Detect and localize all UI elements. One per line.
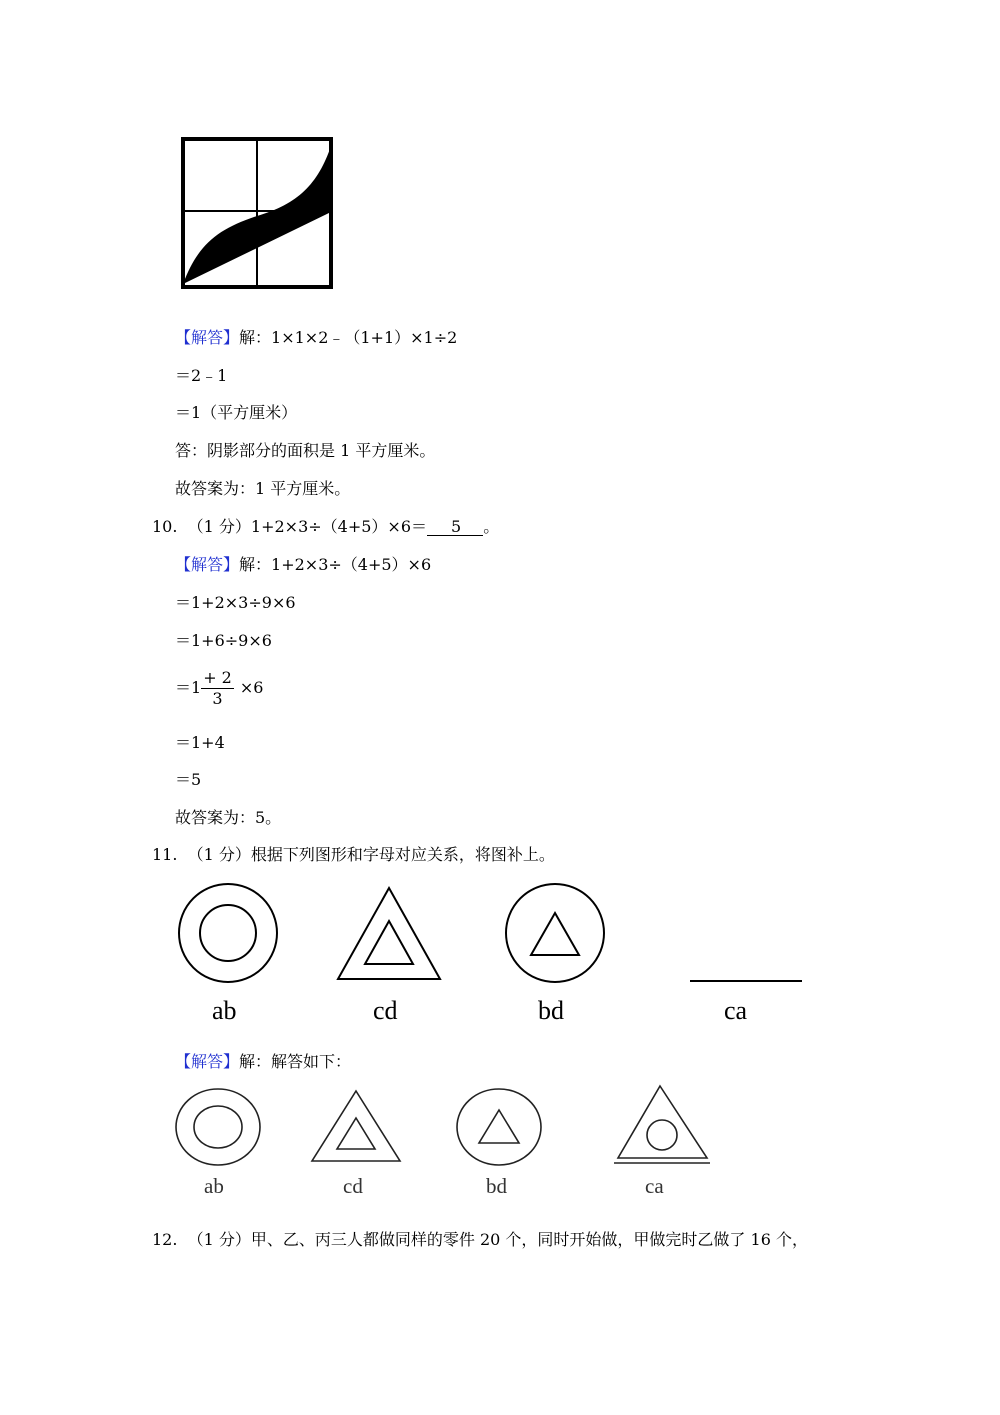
solution-line: ＝2﹣1	[175, 366, 228, 385]
solution-line: 【解答】解：解答如下：	[175, 1052, 352, 1071]
solution-line: 【解答】解：1+2×3÷（4+5）×6	[175, 555, 432, 574]
shape-label: cd	[373, 996, 398, 1025]
shape-label: ca	[724, 996, 748, 1025]
question-12: 12. （1 分）甲、乙、丙三人都做同样的零件 20 个，同时开始做，甲做完时乙做了 16 个，	[152, 1230, 808, 1249]
figure-circle-circle	[176, 881, 280, 985]
question-11: 11. （1 分）根据下列图形和字母对应关系，将图补上。	[152, 845, 555, 864]
solution-line: ＝1+4	[175, 733, 225, 752]
answer-blank: 5	[427, 519, 483, 536]
figure-circle-triangle	[503, 881, 607, 985]
answer-circle-triangle	[454, 1086, 544, 1168]
solution-line: 【解答】解：1×1×2﹣（1+1）×1÷2	[175, 328, 458, 347]
answer-triangle-circle	[612, 1083, 712, 1167]
shape-label: bd	[538, 996, 564, 1025]
answer-label: ab	[204, 1174, 224, 1198]
answer-circle-circle	[173, 1086, 263, 1168]
solution-line: 故答案为：5。	[175, 808, 282, 827]
question-10: 10. （1 分）1+2×3÷（4+5）×6＝ 5 。	[152, 517, 500, 536]
solution-line: ＝1（平方厘米）	[175, 403, 298, 422]
fraction: $\frac{+ 2}{3}$	[203, 668, 232, 708]
shape-label: ab	[212, 996, 237, 1025]
solution-line: 故答案为：1 平方厘米。	[175, 479, 351, 498]
solution-line: ＝5	[175, 770, 202, 789]
solution-line: ＝1+2×3÷9×6	[175, 593, 296, 612]
answer-label: ca	[645, 1174, 664, 1198]
shaded-square-figure	[178, 134, 336, 292]
solution-line: ＝1+6÷9×6	[175, 631, 272, 650]
answer-label: bd	[486, 1174, 507, 1198]
answer-label: cd	[343, 1174, 363, 1198]
solution-line: 答：阴影部分的面积是 1 平方厘米。	[175, 441, 436, 460]
answer-triangle-triangle	[308, 1088, 404, 1164]
fraction-line: ＝1 $\frac{+ 2}{3}$ ×6	[175, 668, 264, 708]
answer-blank-line	[690, 978, 802, 984]
figure-triangle-triangle	[334, 884, 444, 982]
